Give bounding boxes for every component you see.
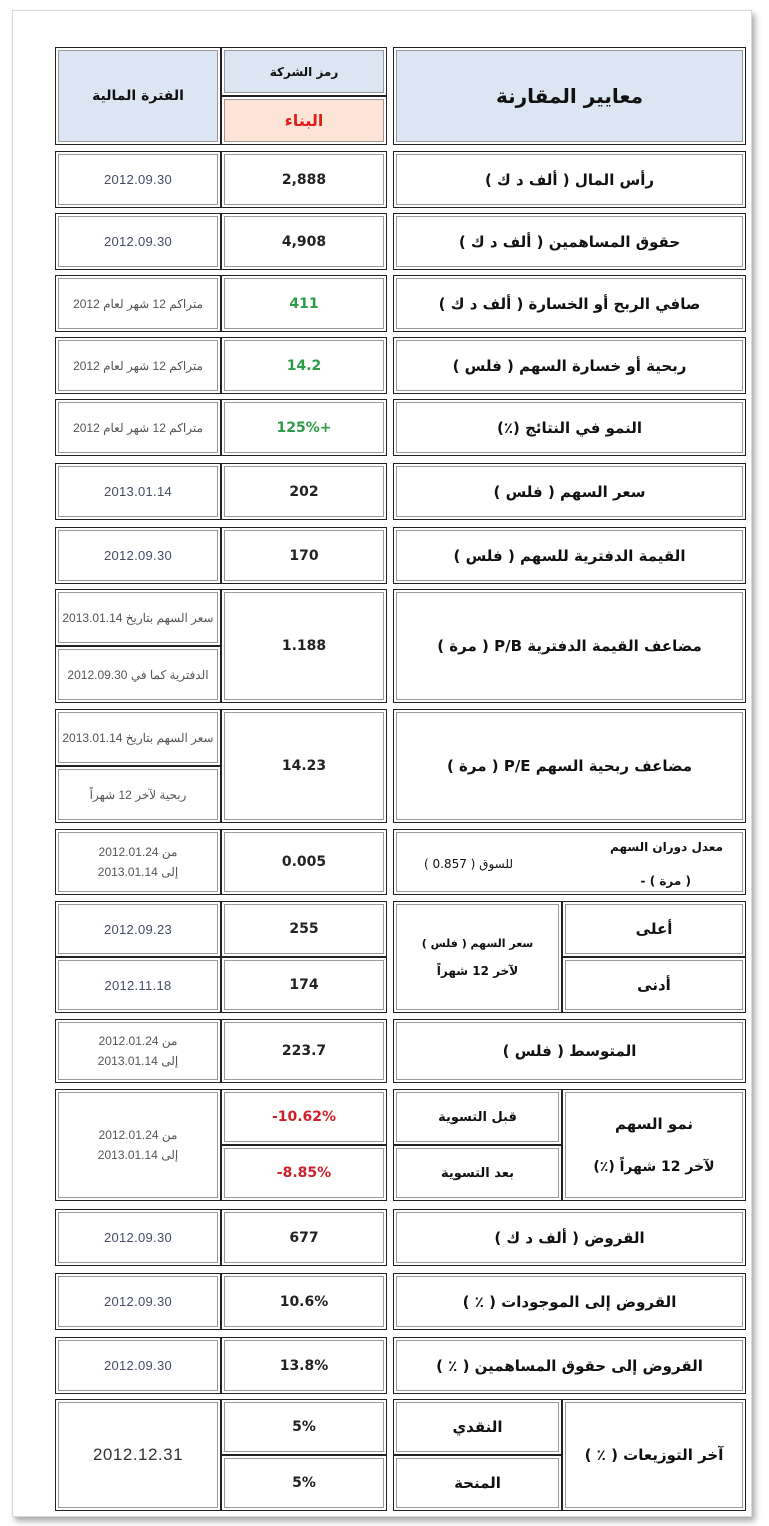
bonus-label: المنحة [454,1474,501,1492]
period-header-label: الفترة المالية [92,88,184,104]
table-cell [55,275,221,332]
metric-value: 223.7 [281,1043,327,1059]
table-row [55,213,746,270]
period-header [55,47,221,145]
metric-value: 0.005 [281,854,327,870]
table-cell [393,151,746,208]
criteria-label: ربحية أو خسارة السهم ( فلس ) [452,356,687,375]
criteria-label: صافي الربح أو الخسارة ( ألف د ك ) [438,294,701,313]
criteria-market-label: للسوق ( 0.857 ) [424,857,514,871]
table-cell [393,399,746,456]
metric-value: 170 [289,547,319,564]
criteria-label: مضاعف ربحية السهم P/E ( مرة ) [446,757,693,775]
table-cell [393,709,746,823]
table-row [55,589,746,703]
table-cell [221,1019,387,1083]
table-cell [221,1337,387,1394]
table-row [55,463,746,520]
criteria-label: النمو في النتائج (٪) [497,418,642,437]
low-label: أدنى [637,976,671,994]
table-header [55,47,746,145]
table-cell [393,1399,562,1455]
period-value: 2012.09.30 [103,548,173,563]
period-value: 2012.09.30 [103,1358,173,1373]
table-cell [393,1145,562,1201]
metric-value: -10.62% [271,1109,337,1125]
table-cell [55,527,221,584]
table-cell [393,1209,746,1266]
criteria-label: معدل دوران السهم [610,840,723,854]
metric-value: 4,908 [281,233,327,250]
criteria-sub-label: لآخر 12 شهراً (٪) [593,1159,715,1175]
metric-value: 677 [289,1229,319,1246]
criteria-label: سعر السهم ( فلس ) [421,936,534,950]
criteria-label: القروض إلى الموجودات ( ٪ ) [462,1292,677,1311]
metric-value: 10.6% [279,1293,329,1310]
criteria-label: القروض إلى حقوق المساهمين ( ٪ ) [436,1356,703,1375]
table-cell [393,1273,746,1330]
table-cell [55,1209,221,1266]
criteria-label: القروض ( ألف د ك ) [494,1228,645,1247]
before-label: قبل التسوية [438,1109,517,1125]
metric-value: 1.188 [281,638,327,654]
period-to: إلى 2013.01.14 [97,1148,179,1162]
table-cell [55,901,221,957]
table-cell [55,1089,221,1201]
table-cell [393,589,746,703]
table-cell [221,1273,387,1330]
metric-value: 125%+ [276,419,332,436]
table-cell [55,1273,221,1330]
criteria-label: رأس المال ( ألف د ك ) [484,170,655,189]
table-cell [393,463,746,520]
table-cell [221,957,387,1013]
table-cell [393,901,562,1013]
criteria-header [393,47,746,145]
table-cell [55,957,221,1013]
table-cell [55,709,221,766]
metric-value: 202 [289,483,319,500]
criteria-label: نمو السهم [614,1115,694,1133]
table-cell [221,213,387,270]
period-value: متراكم 12 شهر لعام 2012 [73,358,203,373]
table-cell [221,527,387,584]
table-cell [55,1337,221,1394]
table-cell [221,1399,387,1455]
table-row [55,1089,746,1201]
period-value: 2012.09.23 [103,921,173,937]
table-cell [221,1145,387,1201]
metric-value: 14.2 [286,357,322,374]
symbol-header-label: رمز الشركة [269,64,339,79]
table-row [55,1209,746,1266]
table-cell [55,151,221,208]
table-cell [393,337,746,394]
table-cell [55,1019,221,1083]
table-cell [55,766,221,823]
table-cell [393,527,746,584]
table-cell [221,1209,387,1266]
table-cell [221,589,387,703]
criteria-label: القيمة الدفترية للسهم ( فلس ) [453,546,686,565]
cash-label: النقدي [452,1418,503,1436]
criteria-label: آخر التوزيعات ( ٪ ) [584,1446,724,1464]
table-cell [221,901,387,957]
table-cell [393,1337,746,1394]
table-row [55,829,746,895]
table-row [55,151,746,208]
period-value: 2012.09.30 [103,1294,173,1309]
metric-value: 14.23 [281,758,327,774]
table-cell [562,1089,746,1201]
period-value: 2012.09.30 [103,172,173,187]
period-value: سعر السهم بتاريخ 2013.01.14 [62,730,214,745]
criteria-label: سعر السهم ( فلس ) [493,482,646,501]
table-row [55,399,746,456]
table-row [55,709,746,823]
table-cell [55,646,221,703]
table-cell [221,1455,387,1511]
table-cell [221,1089,387,1145]
table-cell [221,337,387,394]
period-from: من 2012.01.24 [98,1128,178,1142]
period-from: من 2012.01.24 [98,845,178,859]
table-cell [221,709,387,823]
table-row [55,275,746,332]
table-cell [562,957,746,1013]
table-cell [55,589,221,646]
criteria-sub-label: لآخر 12 شهراً [436,963,519,978]
metric-value: 174 [289,977,319,993]
period-value: 2012.12.31 [92,1445,184,1464]
company-name: البناء [284,111,324,130]
criteria-unit-label: ( مرة ) - [640,874,691,888]
metric-value: 5% [292,1475,316,1491]
table-row [55,1337,746,1394]
metric-value: 255 [289,921,319,937]
table-cell [221,829,387,895]
high-label: أعلى [635,920,673,938]
criteria-label: حقوق المساهمين ( ألف د ك ) [458,232,681,251]
table-cell [393,213,746,270]
document-page [12,10,752,1517]
table-row [55,1019,746,1083]
metric-value: 13.8% [279,1357,329,1374]
table-row [55,901,746,1013]
metric-value: 411 [289,295,319,312]
period-value: 2012.11.18 [104,977,172,993]
table-cell [562,901,746,957]
period-value: 2012.09.30 [103,1230,173,1245]
period-value: متراكم 12 شهر لعام 2012 [73,296,203,311]
symbol-header [221,47,387,96]
table-cell [55,463,221,520]
table-row [55,1399,746,1511]
period-to: إلى 2013.01.14 [97,1054,179,1068]
table-cell [55,399,221,456]
company-name-cell [221,96,387,145]
table-cell [221,151,387,208]
table-cell [221,399,387,456]
period-value: ربحية لآخر 12 شهراً [89,787,187,802]
period-value: متراكم 12 شهر لعام 2012 [73,420,203,435]
period-value: الدفترية كما في 2012.09.30 [67,667,209,682]
criteria-header-label: معايير المقارنة [495,84,644,108]
table-row [55,527,746,584]
table-cell [55,337,221,394]
table-cell [221,275,387,332]
table-cell [55,213,221,270]
metric-value: 5% [292,1419,316,1435]
metric-value: 2,888 [281,171,327,188]
table-cell [393,1089,562,1145]
criteria-label: المتوسط ( فلس ) [502,1042,637,1060]
after-label: بعد التسوية [440,1165,515,1181]
period-value: 2013.01.14 [103,484,173,499]
criteria-label: مضاعف القيمة الدفترية P/B ( مرة ) [437,637,702,655]
table-cell [562,1399,746,1511]
period-to: إلى 2013.01.14 [97,865,179,879]
turnover-label-cell [393,829,746,895]
period-from: من 2012.01.24 [98,1034,178,1048]
metric-value: -8.85% [276,1165,332,1181]
period-value: سعر السهم بتاريخ 2013.01.14 [62,610,214,625]
table-cell [393,1019,746,1083]
table-cell [393,275,746,332]
table-cell [55,1399,221,1511]
table-cell [221,463,387,520]
table-cell [393,1455,562,1511]
period-value: 2012.09.30 [103,234,173,249]
table-row [55,337,746,394]
table-row [55,1273,746,1330]
table-cell [55,829,221,895]
